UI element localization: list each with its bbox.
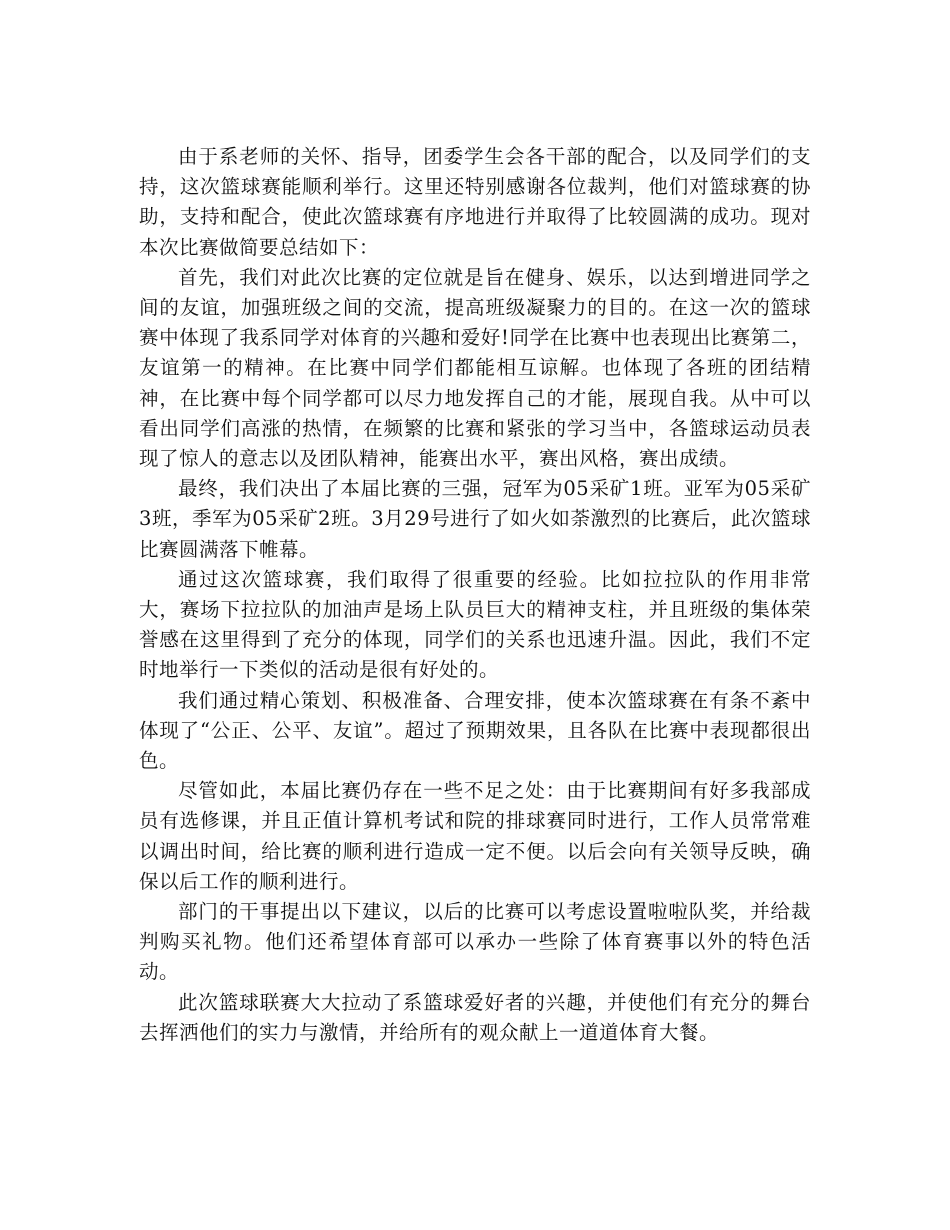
- paragraph-experience: 通过这次篮球赛，我们取得了很重要的经验。比如拉拉队的作用非常大，赛场下拉拉队的加油声是场上队员巨大的精神支柱，并且班级的集体荣誉感在这里得到了充分的体现，同学们的关系也迅速升温。因此，我们不定时地举行一下类似的活动是很有好处的。: [139, 567, 811, 682]
- document-body: [139, 142, 811, 1048]
- paragraph-intro: 由于系老师的关怀、指导，团委学生会各干部的配合，以及同学们的支持，这次篮球赛能顺利举行。这里还特别感谢各位裁判，他们对篮球赛的协助，支持和配合，使此次篮球赛有序地进行并取得了比较圆满的成功。现对本次比赛做简要总结如下：: [139, 145, 811, 259]
- paragraph-shortcomings: 尽管如此，本届比赛仍存在一些不足之处：由于比赛期间有好多我部成员有选修课，并且正值计算机考试和院的排球赛同时进行，工作人员常常难以调出时间，给比赛的顺利进行造成一定不便。以后会向有关领导反映，确保以后工作的顺利进行。: [139, 779, 811, 893]
- paragraph-first-point: 首先，我们对此次比赛的定位就是旨在健身、娱乐，以达到增进同学之间的友谊，加强班级之间的交流，提高班级凝聚力的目的。在这一次的篮球赛中体现了我系同学对体育的兴趣和爱好!同学在比赛中也表现出比赛第二，友谊第一的精神。在比赛中同学们都能相互谅解。也体现了各班的团结精神，在比赛中每个同学都可以尽力地发挥自己的才能，展现自我。从中可以看出同学们高涨的热情，在频繁的比赛和紧张的学习当中，各篮球运动员表现了惊人的意志以及团队精神，能赛出水平，赛出风格，赛出成绩。: [139, 265, 811, 471]
- paragraph-results: 最终，我们决出了本届比赛的三强，冠军为05采矿1班。亚军为05采矿3班，季军为05采矿2班。3月29号进行了如火如荼激烈的比赛后，此次篮球比赛圆满落下帷幕。: [139, 477, 811, 561]
- paragraph-planning: 我们通过精心策划、积极准备、合理安排，使本次篮球赛在有条不紊中体现了“公正、公平、友谊”。超过了预期效果，且各队在比赛中表现都很出色。: [139, 688, 811, 773]
- paragraph-conclusion: 此次篮球联赛大大拉动了系篮球爱好者的兴趣，并使他们有充分的舞台去挥洒他们的实力与激情，并给所有的观众献上一道道体育大餐。: [139, 990, 811, 1044]
- paragraph-suggestions: 部门的干事提出以下建议，以后的比赛可以考虑设置啦啦队奖，并给裁判购买礼物。他们还希望体育部可以承办一些除了体育赛事以外的特色活动。: [139, 900, 811, 984]
